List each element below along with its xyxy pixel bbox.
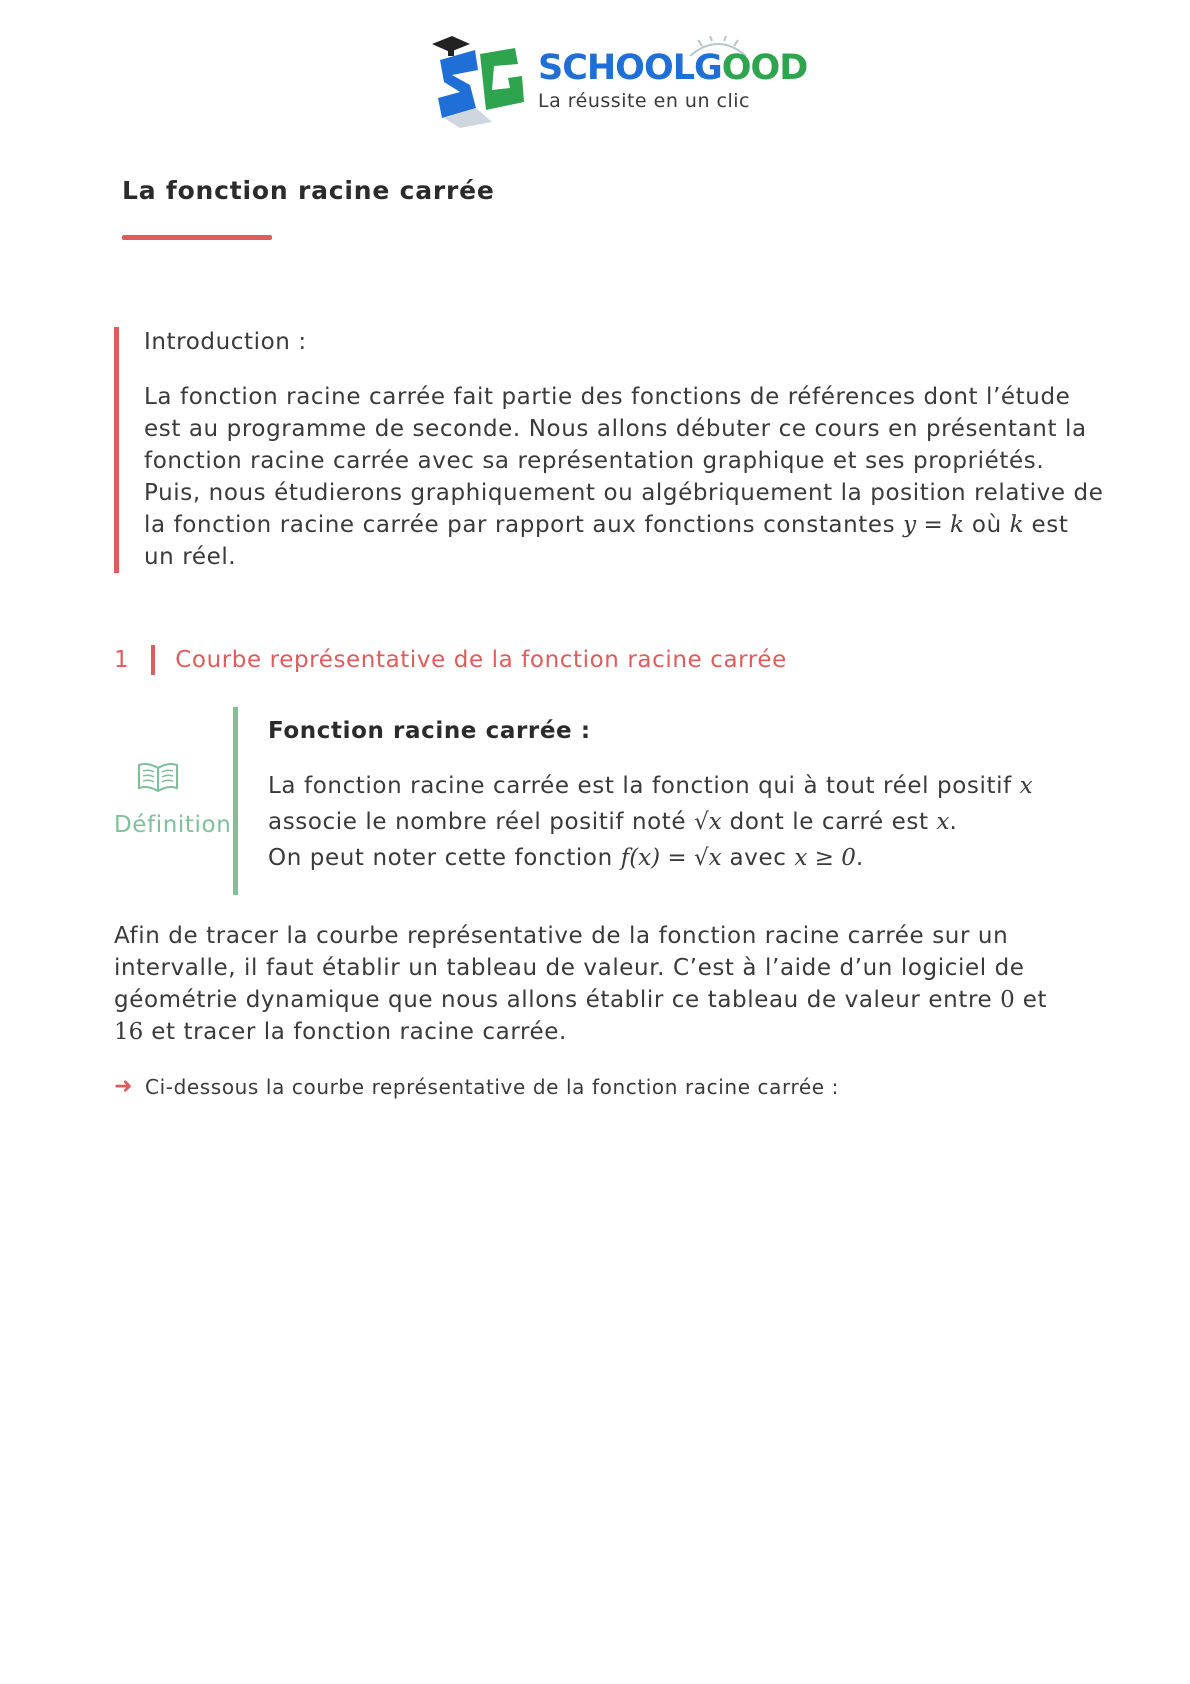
paragraph-math-zero: 0 xyxy=(1000,987,1015,1013)
logo-wordmark-part1: SCHOOLG xyxy=(538,48,722,88)
arrow-right-icon: ➜ xyxy=(114,1074,134,1099)
definition-text-7: . xyxy=(855,845,864,871)
section-number: 1 xyxy=(114,647,130,673)
definition-divider xyxy=(233,707,238,895)
definition-title: Fonction racine carrée : xyxy=(268,718,591,744)
logo-wordmark-part2: OOD xyxy=(721,48,808,88)
graph-intro-text: Ci-dessous la courbe représentative de la fonction racine carrée : xyxy=(145,1074,839,1099)
definition-body xyxy=(268,768,1088,876)
definition-math-condition: x ≥ 0 xyxy=(794,845,856,871)
definition-text-5: On peut noter cette fonction xyxy=(268,845,621,871)
open-book-icon xyxy=(136,760,180,794)
definition-content xyxy=(268,718,1088,876)
intro-text-end: est un réel. xyxy=(144,512,1069,570)
paragraph-text-et: et xyxy=(1014,987,1048,1013)
title-underline xyxy=(122,235,272,240)
definition-math-x: x xyxy=(1019,773,1033,799)
page-title: La fonction racine carrée xyxy=(122,176,495,205)
section-divider xyxy=(151,645,155,675)
paragraph-math-sixteen: 16 xyxy=(114,1019,144,1045)
definition-math-function: f(x) = √x xyxy=(620,845,722,871)
schoolgood-logo xyxy=(430,30,808,130)
logo-tagline: La réussite en un clic xyxy=(538,90,750,112)
graph-intro-line xyxy=(114,1074,839,1099)
logo-wordmark xyxy=(538,48,807,88)
definition-math-sqrt-x: √x xyxy=(694,809,722,835)
intro-text-mid: où xyxy=(964,512,1010,538)
definition-text-2: associe le nombre réel positif noté xyxy=(268,809,695,835)
intro-heading: Introduction : xyxy=(144,329,307,355)
definition-text-1: La fonction racine carrée est la fonction qui à tout réel positif xyxy=(268,773,1020,799)
intro-math-equation: y = k xyxy=(903,512,964,538)
body-paragraph xyxy=(114,920,1084,1048)
section-title: Courbe représentative de la fonction racine carrée xyxy=(175,647,787,673)
schoolgood-logo-mark xyxy=(430,30,530,130)
definition-text-4: . xyxy=(949,809,958,835)
paragraph-text-end: et tracer la fonction racine carrée. xyxy=(143,1019,567,1045)
section-heading xyxy=(114,645,787,675)
intro-text: La fonction racine carrée fait partie des fonctions de références dont l’étude est au programme de seconde. Nous allons débuter ce cours en présentant la fonction racine carrée avec sa représentation graphique et ses propriétés. Puis, nous étudierons graphiquement ou algébriquement la position relative de la fonction racine carrée par rapport aux fonctions constantes xyxy=(144,384,1104,538)
definition-text-6: avec xyxy=(721,845,795,871)
intro-math-k: k xyxy=(1009,512,1024,538)
definition-label: Définition xyxy=(114,812,232,838)
paragraph-text: Afin de tracer la courbe représentative de la fonction racine carrée sur un intervalle, il faut établir un tableau de valeur. C’est à l’aide d’un logiciel de géométrie dynamique que nous allons établir ce tableau de valeur entre xyxy=(114,923,1025,1013)
intro-body xyxy=(144,381,1104,573)
definition-math-x-2: x xyxy=(936,809,950,835)
definition-text-3: dont le carré est xyxy=(721,809,937,835)
intro-block xyxy=(114,327,1104,573)
